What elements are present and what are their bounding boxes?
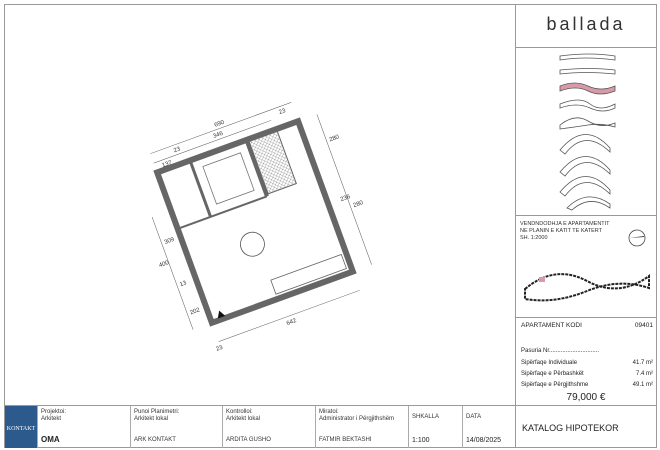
location-title-2: NE PLANIN E KATIT TE KATERT (520, 228, 603, 234)
walls (157, 121, 353, 323)
dim-236: 236 (339, 194, 352, 204)
dim-642: 642 (285, 318, 298, 328)
area-row: Sipërfaqe Individuale 41.7 m² (521, 360, 653, 366)
location-section (515, 215, 657, 318)
kontakt-logo: KONTAKT (5, 406, 37, 448)
pasuria-field: Pasuria Nr.............................. (521, 348, 600, 354)
dim-280a: 280 (328, 134, 341, 144)
table (237, 229, 268, 260)
projektoi-cell: Projektoi: Arkitekt OMA (37, 406, 130, 448)
shkalla-cell: SHKALLA 1:100 (408, 406, 462, 448)
dim-400: 400 (158, 260, 170, 270)
data-cell: DATA 14/08/2025 (462, 406, 515, 448)
dim-202: 202 (189, 307, 201, 317)
location-scale: SH. 1:2000 (520, 235, 548, 241)
ballada-logo: ballada (515, 4, 657, 48)
catalog-title: KATALOG HIPOTEKOR (522, 423, 619, 433)
location-title-1: VENDNDODHJA E APARTAMENTIT (520, 221, 610, 227)
dim-137: 137 (161, 160, 173, 170)
selected-floor (560, 83, 615, 94)
dim-23b: 23 (172, 146, 182, 155)
area-row: Sipërfaqe e Përgjithshme 49.1 m² (521, 382, 653, 388)
kontrolloi-cell: Kontrolloi: Arkitekt lokal ARDITA GUSHO (222, 406, 315, 448)
punoi-cell: Punoi Planimetri: Arkitekt lokal ARK KONTAKT (130, 406, 222, 448)
price: 79,000 € (566, 392, 606, 403)
dim-346: 346 (212, 130, 224, 140)
dim-23c: 23 (215, 344, 224, 353)
dim-23a: 23 (278, 108, 287, 116)
dim-13: 13 (179, 280, 188, 289)
north-arrow-icon (627, 228, 647, 248)
area-row: Sipërfaqe e Përbashkët 7.4 m² (521, 371, 653, 377)
dim-309: 309 (163, 236, 176, 246)
dim-690: 690 (213, 119, 226, 129)
bed (203, 153, 254, 204)
floor-selector (555, 50, 620, 215)
dim-280b: 280 (352, 200, 365, 210)
site-plan (523, 261, 651, 306)
apartment-code-row: APARTAMENT KODI 09401 (521, 322, 653, 329)
miratoi-cell: Miratoi: Administrator i Përgjithshëm FATMIR BEKTASHI (315, 406, 408, 448)
